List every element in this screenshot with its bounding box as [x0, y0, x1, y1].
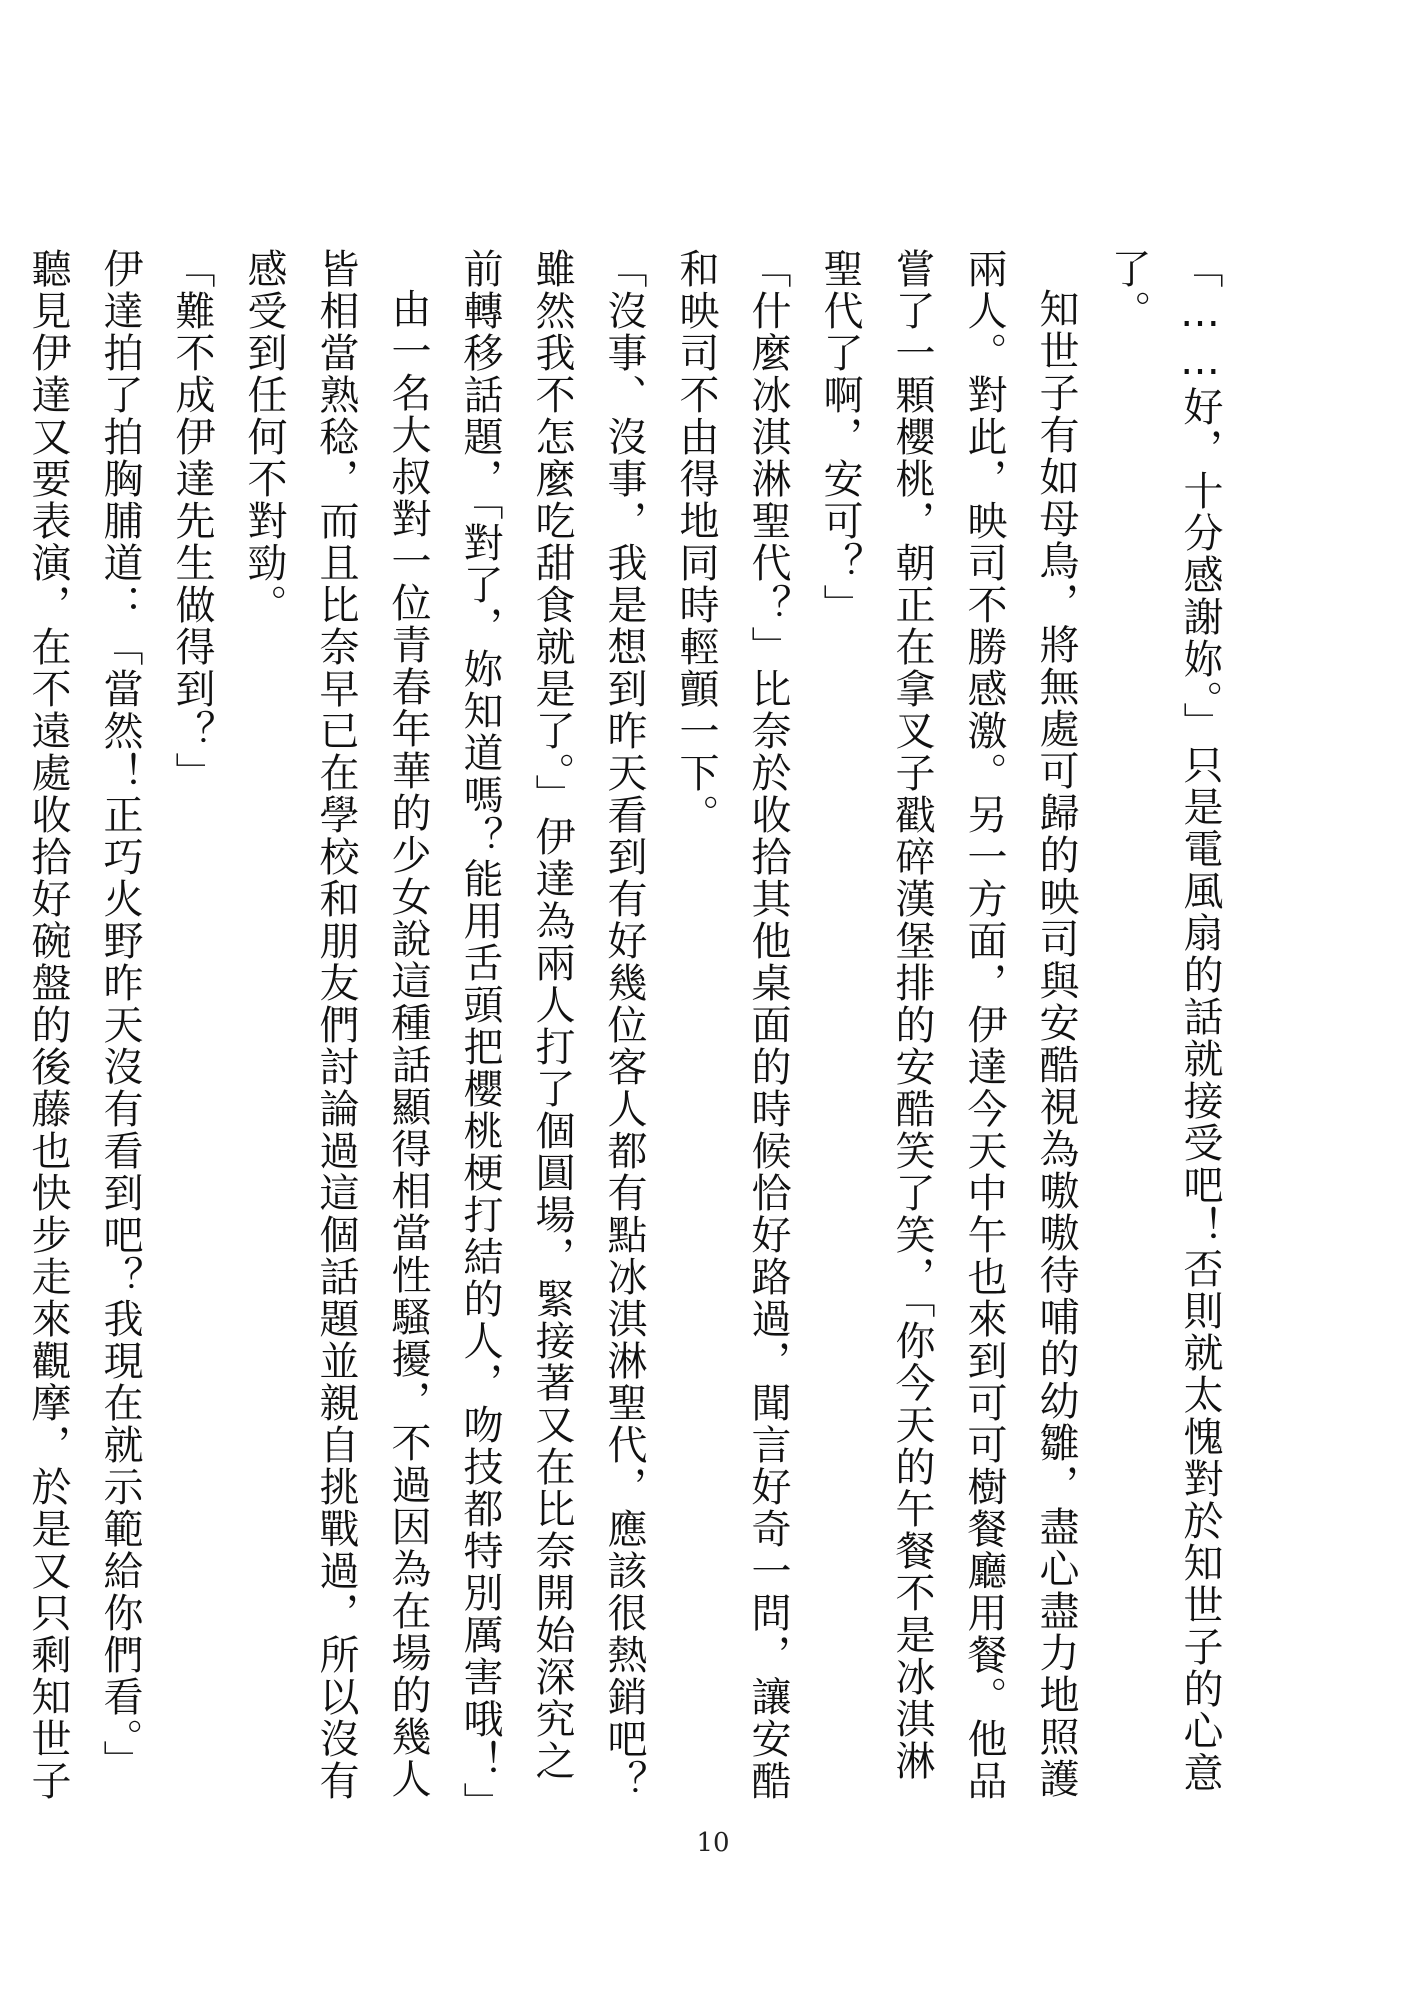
paragraph-2: 知世子有如母鳥，將無處可歸的映司與安酷視為嗷嗷待哺的幼雛，盡心盡力地照護兩人。對此，映司不勝感激。另一方面，伊達今天中午也來到可可樹餐廳用餐。他品嘗了一顆櫻桃，朝正在拿叉子戳碎漢堡排的安酷笑了笑，「你今天的午餐不是冰淇淋聖代了啊，安可？」 — [817, 248, 1079, 1802]
paragraph-5: 由一名大叔對一位青春年華的少女說這種話顯得相當性騷擾，不過因為在場的幾人皆相當熟稔，而且比奈早已在學校和朋友們討論過這個話題並親自挑戰過，所以沒有感受到任何不對勁。 — [241, 248, 431, 1802]
paragraph-6: 「難不成伊達先生做得到？」 — [169, 248, 215, 794]
paragraph-7: 伊達拍了拍胸脯道：「當然！正巧火野昨天沒有看到吧？我現在就示範給你們看。」 — [97, 248, 143, 1782]
paragraph-8: 聽見伊達又要表演，在不遠處收拾好碗盤的後藤也快步走來觀摩，於是又只剩知世子 — [25, 248, 71, 1802]
paragraph-3: 「什麼冰淇淋聖代？」比奈於收拾其他桌面的時候恰好路過，聞言好奇一問，讓安酷和映司不由得地同時輕顫一下。 — [673, 248, 791, 1802]
page-number: 10 — [696, 1828, 730, 1858]
vertical-text-body — [25, 248, 1236, 1824]
paragraph-1: 「……好，十分感謝妳。」只是電風扇的話就接受吧！否則就太愧對於知世子的心意了。 — [1105, 248, 1223, 1794]
paragraph-4: 「沒事、沒事，我是想到昨天看到有好幾位客人都有點冰淇淋聖代，應該很熱銷吧？雖然我不怎麼吃甜食就是了。」伊達為兩人打了個圓場，緊接著又在比奈開始深究之前轉移話題，「對了，妳知道嗎？能用舌頭把櫻桃梗打結的人，吻技都特別厲害哦！」 — [457, 248, 647, 1824]
